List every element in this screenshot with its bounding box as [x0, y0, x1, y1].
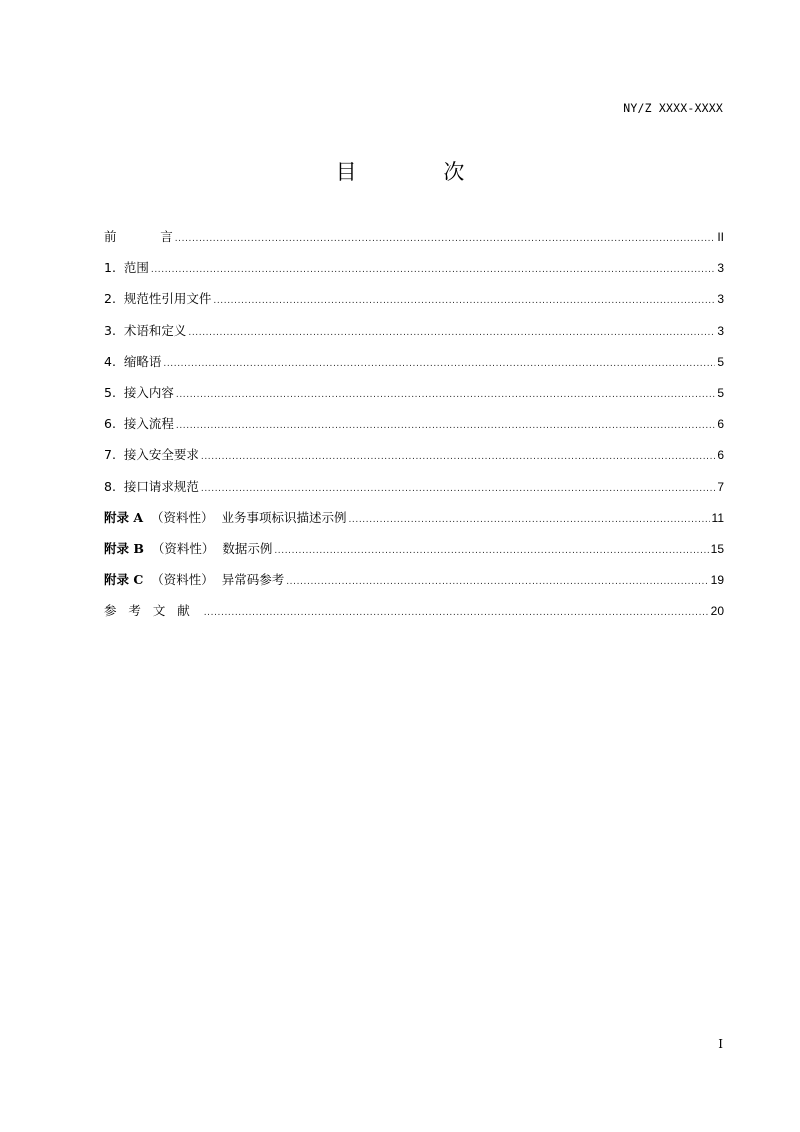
toc-entry-page: 5	[717, 385, 724, 400]
toc-leader-dots	[176, 390, 715, 400]
toc-entry-page: II	[717, 230, 724, 244]
toc-entry-page: 6	[717, 417, 724, 432]
document-code: NY/Z XXXX-XXXX	[623, 101, 723, 115]
table-of-contents	[104, 227, 724, 632]
toc-entry-label: 4. 缩略语	[104, 353, 162, 369]
toc-leader-dots	[348, 515, 709, 525]
appendix-title: （资料性） 业务事项标识描述示例	[143, 509, 347, 525]
toc-entry-page: 19	[710, 573, 724, 588]
page-number: I	[718, 1037, 723, 1051]
toc-entry-access-content[interactable]	[104, 383, 724, 414]
toc-entry-label: 6. 接入流程	[104, 416, 174, 432]
toc-entry-page: 3	[717, 323, 724, 338]
toc-entry-appendix-b[interactable]	[104, 539, 724, 570]
toc-leader-dots	[201, 484, 715, 494]
toc-entry-page: 6	[717, 448, 724, 463]
toc-entry-label: 7. 接入安全要求	[104, 447, 199, 463]
toc-entry-label	[104, 539, 272, 557]
toc-entry-appendix-a[interactable]	[104, 508, 724, 539]
appendix-title: （资料性） 数据示例	[143, 540, 273, 556]
toc-entry-page: 3	[717, 292, 724, 307]
toc-leader-dots	[286, 577, 708, 587]
toc-entry-page: 11	[711, 510, 724, 525]
toc-entry-page: 5	[717, 354, 724, 369]
toc-entry-label: 8. 接口请求规范	[104, 478, 199, 494]
toc-entry-label: 5. 接入内容	[104, 384, 174, 400]
appendix-title: （资料性） 异常码参考	[143, 572, 285, 588]
toc-entry-label: 3. 术语和定义	[104, 322, 187, 338]
toc-leader-dots	[163, 359, 715, 369]
toc-entry-terms[interactable]	[104, 321, 724, 352]
toc-entry-page: 20	[710, 604, 724, 619]
toc-entry-label: 2. 规范性引用文件	[104, 291, 212, 307]
toc-title: 目 次	[335, 160, 505, 184]
toc-entry-page: 7	[717, 479, 724, 494]
toc-entry-page: 3	[717, 261, 724, 276]
toc-entry-appendix-c[interactable]	[104, 570, 724, 601]
toc-leader-dots	[188, 328, 715, 338]
toc-entry-security-requirements[interactable]	[104, 445, 724, 476]
appendix-prefix: 附录 C	[104, 572, 144, 588]
toc-leader-dots	[151, 265, 715, 275]
toc-entry-scope[interactable]	[104, 258, 724, 289]
toc-leader-dots	[213, 296, 715, 306]
toc-leader-dots	[176, 421, 715, 431]
toc-entry-foreword[interactable]	[104, 227, 724, 258]
toc-leader-dots	[175, 234, 716, 244]
toc-entry-normative-references[interactable]	[104, 289, 724, 320]
appendix-prefix: 附录 B	[104, 540, 144, 556]
toc-entry-label: 前 言	[104, 229, 173, 244]
toc-entry-label: 参 考 文 献	[104, 603, 202, 619]
toc-entry-label: 1. 范围	[104, 260, 149, 276]
toc-entry-bibliography[interactable]	[104, 601, 724, 632]
toc-leader-dots	[204, 608, 709, 618]
toc-leader-dots	[274, 546, 708, 556]
toc-entry-interface-spec[interactable]	[104, 477, 724, 508]
toc-entry-page: 15	[710, 541, 724, 556]
toc-entry-label	[104, 570, 284, 588]
toc-entry-abbreviations[interactable]	[104, 352, 724, 383]
appendix-prefix: 附录 A	[104, 509, 144, 525]
toc-entry-access-process[interactable]	[104, 414, 724, 445]
toc-leader-dots	[201, 452, 715, 462]
toc-entry-label	[104, 508, 346, 526]
